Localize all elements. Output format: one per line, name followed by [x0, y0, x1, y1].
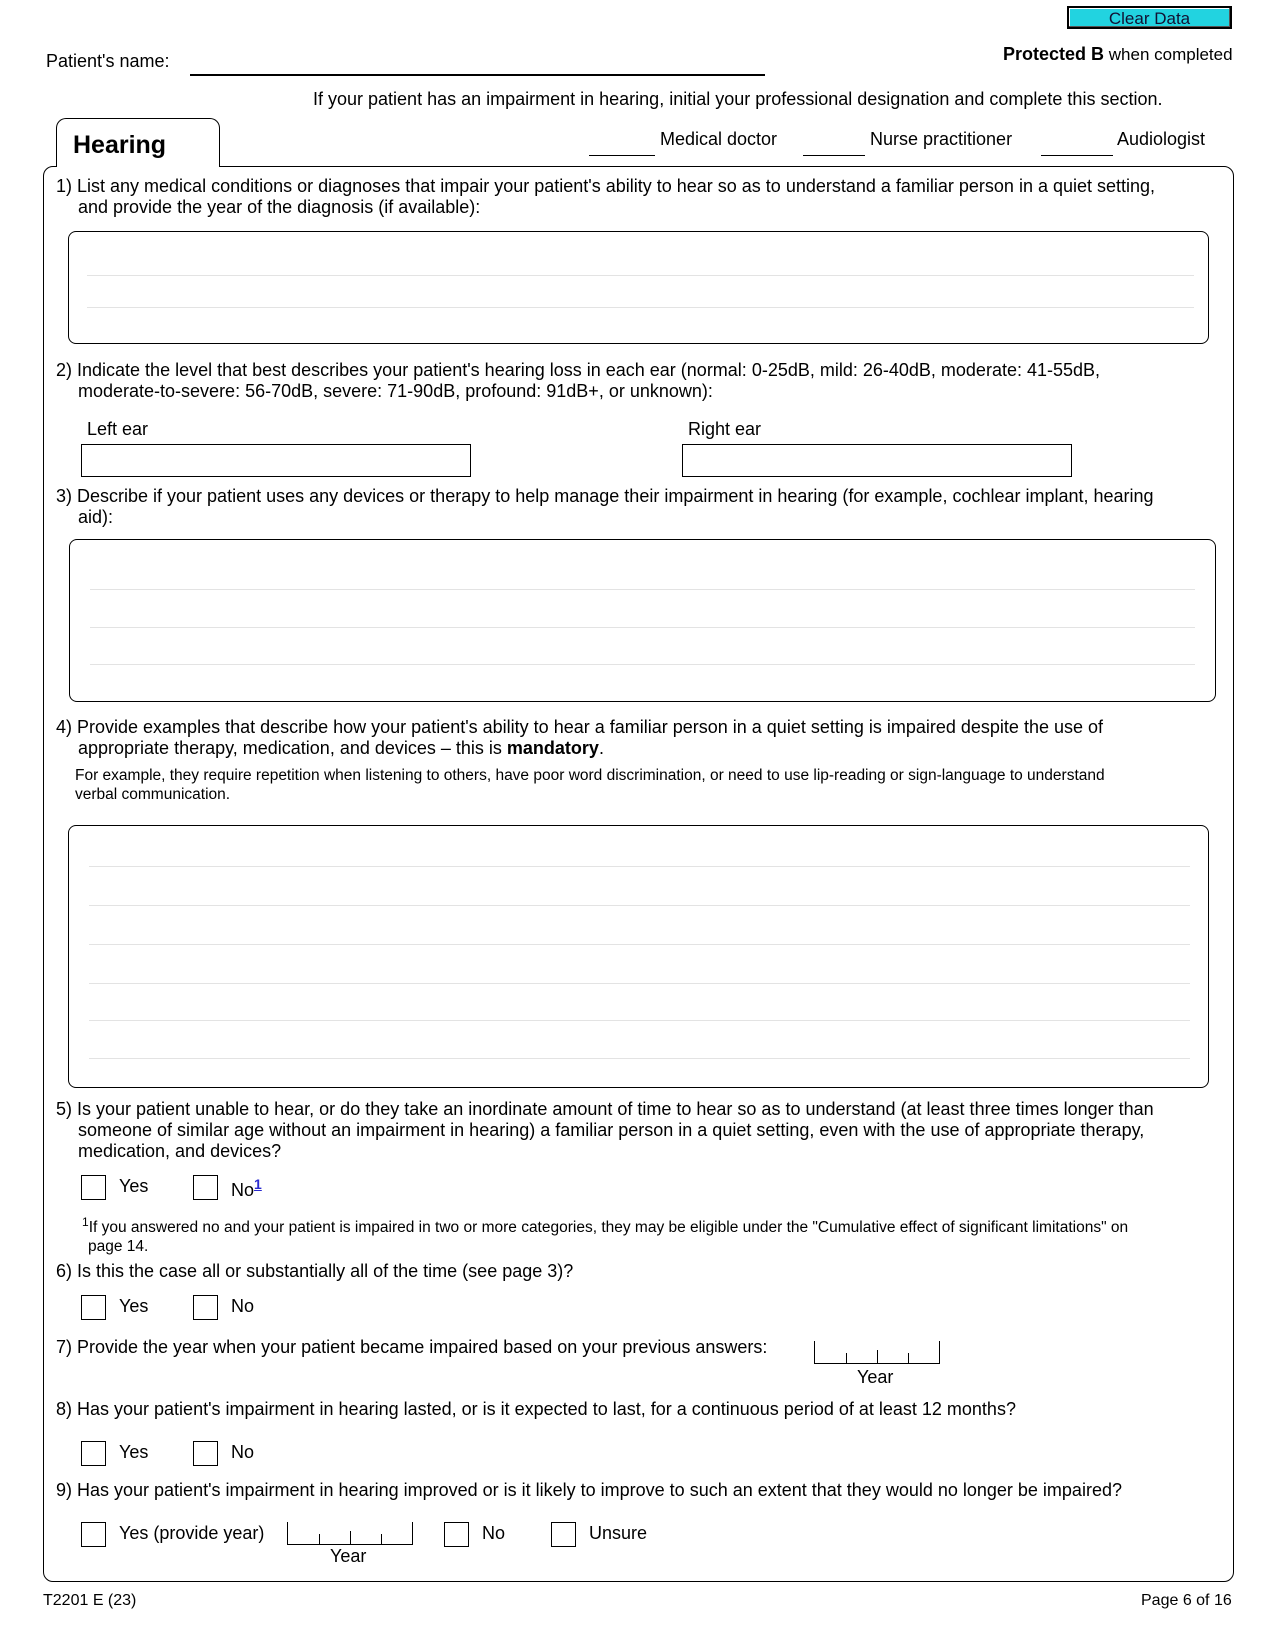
question-4-line-1: 4) Provide examples that describe how your patient's ability to hear a familiar person in a quiet setting is impaired despite the use of: [56, 717, 1103, 737]
patient-name-label: Patient's name:: [46, 51, 170, 71]
q5-yes-checkbox[interactable]: [81, 1175, 106, 1200]
q6-no-checkbox[interactable]: [193, 1295, 218, 1320]
q8-no-checkbox[interactable]: [193, 1441, 218, 1466]
question-2-line-2: moderate-to-severe: 56-70dB, severe: 71-90dB, profound: 91dB+, or unknown):: [78, 381, 713, 401]
q5-no-checkbox[interactable]: [193, 1175, 218, 1200]
rule-line: [89, 983, 1190, 984]
rule-line: [87, 275, 1194, 276]
footnote-1-link[interactable]: 1: [254, 1176, 262, 1192]
q8-no-label: No: [231, 1442, 255, 1462]
q1-answer-textarea[interactable]: [68, 231, 1209, 344]
tab-joint: [57, 164, 217, 168]
section-tab: [56, 118, 220, 167]
left-ear-input[interactable]: [81, 444, 471, 477]
q5-footnote: [82, 1213, 1232, 1256]
q9-no-label: No: [482, 1523, 506, 1543]
form-identifier: T2201 E (23): [43, 1592, 137, 1609]
designation-nurse-practitioner: Nurse practitioner: [870, 129, 1013, 149]
rule-line: [89, 905, 1190, 906]
q9-no-checkbox[interactable]: [444, 1522, 469, 1547]
question-4: [56, 717, 1226, 759]
question-4-line-2: [56, 738, 1226, 759]
question-4-line-2-end: .: [598, 738, 604, 758]
question-7: 7) Provide the year when your patient became impaired based on your previous answers:: [56, 1337, 768, 1357]
question-9: 9) Has your patient's impairment in hearing improved or is it likely to improve to such an extent that they would no longer be impaired?: [56, 1480, 1122, 1500]
q8-yes-checkbox[interactable]: [81, 1441, 106, 1466]
page-number: Page 6 of 16: [1141, 1592, 1232, 1609]
rule-line: [89, 866, 1190, 867]
q6-yes-checkbox[interactable]: [81, 1295, 106, 1320]
q9-yes-checkbox[interactable]: [81, 1522, 106, 1547]
rule-line: [89, 1020, 1190, 1021]
designation-medical-doctor: Medical doctor: [660, 129, 778, 149]
q8-yes-label: Yes: [119, 1442, 149, 1462]
q9-unsure-label: Unsure: [589, 1523, 648, 1543]
q5-yes-label: Yes: [119, 1176, 149, 1196]
left-ear-label: Left ear: [87, 419, 149, 439]
q9-year-input[interactable]: [287, 1522, 413, 1545]
q9-yes-label: Yes (provide year): [119, 1523, 265, 1543]
question-4-example-line-1: For example, they require repetition when listening to others, have poor word discrimination, or need to use lip-reading or sign-language to understand: [75, 767, 1105, 784]
question-5-line-2: someone of similar age without an impairment in hearing) a familiar person in a quiet setting, even with the use of appropriate therapy,: [78, 1120, 1145, 1140]
question-6: 6) Is this the case all or substantially all of the time (see page 3)?: [56, 1261, 574, 1281]
q6-no-label: No: [231, 1296, 255, 1316]
protected-notice: [1003, 44, 1233, 65]
q5-footnote-line-2: page 14.: [88, 1238, 149, 1256]
rule-line: [87, 307, 1194, 308]
protected-level: Protected B: [1003, 44, 1105, 64]
right-ear-input[interactable]: [682, 444, 1072, 477]
q5-footnote-text: If you answered no and your patient is impaired in two or more categories, they may be eligible under the "Cumulative effect of significant limitations" on: [88, 1219, 1129, 1237]
rule-line: [89, 944, 1190, 945]
q5-footnote-line-1: [82, 1213, 1232, 1237]
protected-suffix: when completed: [1104, 45, 1233, 64]
q6-yes-label: Yes: [119, 1296, 149, 1316]
q4-answer-textarea[interactable]: [68, 825, 1209, 1088]
question-4-example-line-2: verbal communication.: [75, 786, 231, 803]
audiologist-initial-field[interactable]: [1041, 155, 1113, 156]
section-title: Hearing: [73, 131, 167, 159]
rule-line: [89, 1058, 1190, 1059]
question-3-line-1: 3) Describe if your patient uses any devices or therapy to help manage their impairment in hearing (for example, cochlear implant, hearing: [56, 486, 1154, 506]
q9-unsure-checkbox[interactable]: [551, 1522, 576, 1547]
question-1-line-2: and provide the year of the diagnosis (if available):: [78, 197, 481, 217]
q5-no-text: No: [231, 1180, 255, 1200]
question-1: [56, 176, 1226, 218]
question-2-line-1: 2) Indicate the level that best describes your patient's hearing loss in each ear (normal: 0-25dB, mild: 26-40dB, moderate: 41-55dB,: [56, 360, 1101, 380]
question-4-example: [75, 766, 1225, 804]
section-instructions: If your patient has an impairment in hearing, initial your professional designation and complete this section.: [313, 89, 1163, 109]
footnote-mark: 1: [82, 1215, 89, 1229]
question-3: [56, 486, 1226, 528]
rule-line: [90, 589, 1195, 590]
patient-name-field[interactable]: [190, 74, 765, 76]
rule-line: [90, 664, 1195, 665]
medical-doctor-initial-field[interactable]: [589, 155, 655, 156]
question-4-line-2-text: appropriate therapy, medication, and devices – this is: [78, 738, 507, 758]
clear-data-button[interactable]: Clear Data: [1067, 6, 1232, 29]
right-ear-label: Right ear: [688, 419, 762, 439]
designation-audiologist: Audiologist: [1117, 129, 1206, 149]
q7-year-input[interactable]: [814, 1341, 940, 1364]
q5-no-label: [231, 1176, 262, 1201]
q7-year-label: Year: [857, 1367, 894, 1387]
question-3-line-2: aid):: [78, 507, 114, 527]
mandatory-emphasis: mandatory: [506, 738, 599, 758]
q3-answer-textarea[interactable]: [69, 539, 1216, 702]
question-2: [56, 360, 1226, 402]
rule-line: [90, 627, 1195, 628]
question-8: 8) Has your patient's impairment in hearing lasted, or is it expected to last, for a continuous period of at least 12 months?: [56, 1399, 1016, 1419]
q9-year-label: Year: [330, 1546, 367, 1566]
question-1-line-1: 1) List any medical conditions or diagnoses that impair your patient's ability to hear so as to understand a familiar person in a quiet setting,: [56, 176, 1156, 196]
nurse-practitioner-initial-field[interactable]: [803, 155, 865, 156]
question-5-line-3: medication, and devices?: [78, 1141, 282, 1161]
question-5: [56, 1099, 1231, 1162]
question-5-line-1: 5) Is your patient unable to hear, or do they take an inordinate amount of time to hear so as to understand (at least three times longer than: [56, 1099, 1154, 1119]
